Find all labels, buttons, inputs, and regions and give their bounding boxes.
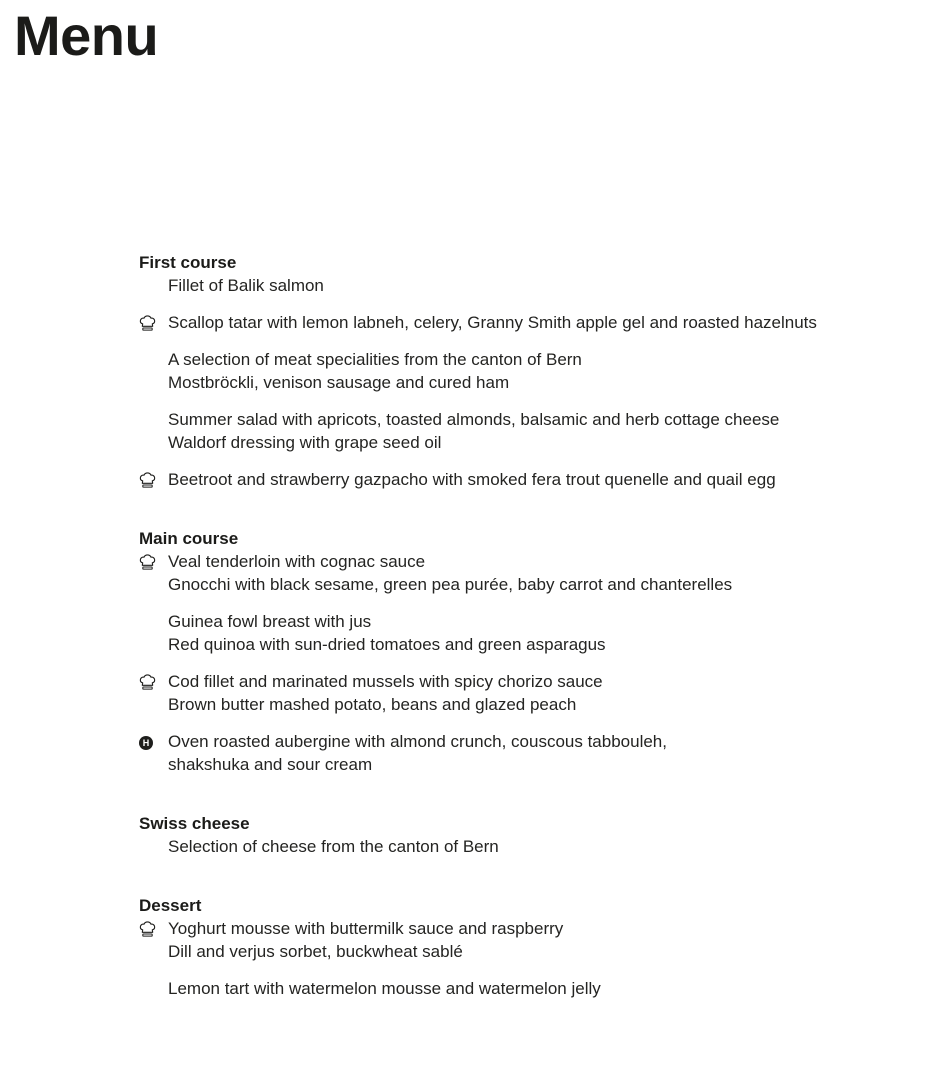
dish-line: Waldorf dressing with grape seed oil — [168, 433, 442, 452]
dish-line: Oven roasted aubergine with almond crunch, couscous tabbouleh, — [168, 732, 667, 751]
dish-text — [168, 670, 929, 716]
dish-item — [139, 274, 929, 297]
dish-text — [168, 408, 929, 454]
icon-spacer — [139, 348, 168, 351]
dish-text — [168, 274, 929, 297]
dish-line: Gnocchi with black sesame, green pea purée, baby carrot and chanterelles — [168, 575, 733, 594]
icon-spacer — [139, 274, 168, 277]
dish-item — [139, 610, 929, 656]
dish-item — [139, 311, 929, 334]
chef-hat-icon — [139, 468, 168, 489]
menu-sections — [139, 251, 929, 1000]
dish-text — [168, 977, 929, 1000]
chef-hat-icon — [139, 670, 168, 691]
icon-spacer — [139, 408, 168, 411]
menu-section-main-course — [139, 527, 929, 776]
dish-line: Selection of cheese from the canton of Bern — [168, 837, 499, 856]
dish-line: shakshuka and sour cream — [168, 755, 373, 774]
dish-item — [139, 468, 929, 491]
menu-section-first-course — [139, 251, 929, 491]
dish-line: Cod fillet and marinated mussels with spicy chorizo sauce — [168, 672, 603, 691]
menu-page — [0, 4, 929, 1000]
chef-hat-icon — [139, 311, 168, 332]
dish-line: Summer salad with apricots, toasted almonds, balsamic and herb cottage cheese — [168, 410, 780, 429]
dish-line: Fillet of Balik salmon — [168, 276, 324, 295]
icon-spacer — [139, 977, 168, 980]
section-header: Dessert — [139, 896, 202, 915]
dish-text — [168, 468, 929, 491]
dish-line: Lemon tart with watermelon mousse and watermelon jelly — [168, 979, 601, 998]
h-badge-icon — [139, 730, 168, 751]
chef-hat-icon — [139, 550, 168, 571]
icon-spacer — [139, 610, 168, 613]
dish-item — [139, 917, 929, 963]
dish-line: Dill and verjus sorbet, buckwheat sablé — [168, 942, 463, 961]
dish-item — [139, 408, 929, 454]
section-header: First course — [139, 253, 237, 272]
dish-text — [168, 311, 929, 334]
dish-line: Guinea fowl breast with jus — [168, 612, 372, 631]
dish-line: Mostbröckli, venison sausage and cured ham — [168, 373, 510, 392]
dish-line: Scallop tatar with lemon labneh, celery, Granny Smith apple gel and roasted hazelnuts — [168, 313, 817, 332]
dish-line: Brown butter mashed potato, beans and glazed peach — [168, 695, 577, 714]
dish-item — [139, 670, 929, 716]
dish-line: Red quinoa with sun-dried tomatoes and green asparagus — [168, 635, 606, 654]
dish-item — [139, 730, 929, 776]
dish-line: Beetroot and strawberry gazpacho with smoked fera trout quenelle and quail egg — [168, 470, 776, 489]
dish-item — [139, 348, 929, 394]
dish-text — [168, 730, 929, 776]
menu-section-swiss-cheese — [139, 812, 929, 858]
dish-text — [168, 348, 929, 394]
icon-spacer — [139, 835, 168, 838]
h-badge-letter: H — [139, 736, 153, 750]
page-title: Menu — [14, 4, 159, 67]
dish-item — [139, 977, 929, 1000]
dish-line: A selection of meat specialities from the canton of Bern — [168, 350, 582, 369]
dish-text — [168, 835, 929, 858]
dish-item — [139, 835, 929, 858]
menu-section-dessert — [139, 894, 929, 1000]
section-header: Main course — [139, 529, 239, 548]
dish-item — [139, 550, 929, 596]
section-header: Swiss cheese — [139, 814, 250, 833]
dish-line: Yoghurt mousse with buttermilk sauce and raspberry — [168, 919, 564, 938]
dish-text — [168, 610, 929, 656]
dish-text — [168, 917, 929, 963]
dish-text — [168, 550, 929, 596]
dish-line: Veal tenderloin with cognac sauce — [168, 552, 426, 571]
chef-hat-icon — [139, 917, 168, 938]
